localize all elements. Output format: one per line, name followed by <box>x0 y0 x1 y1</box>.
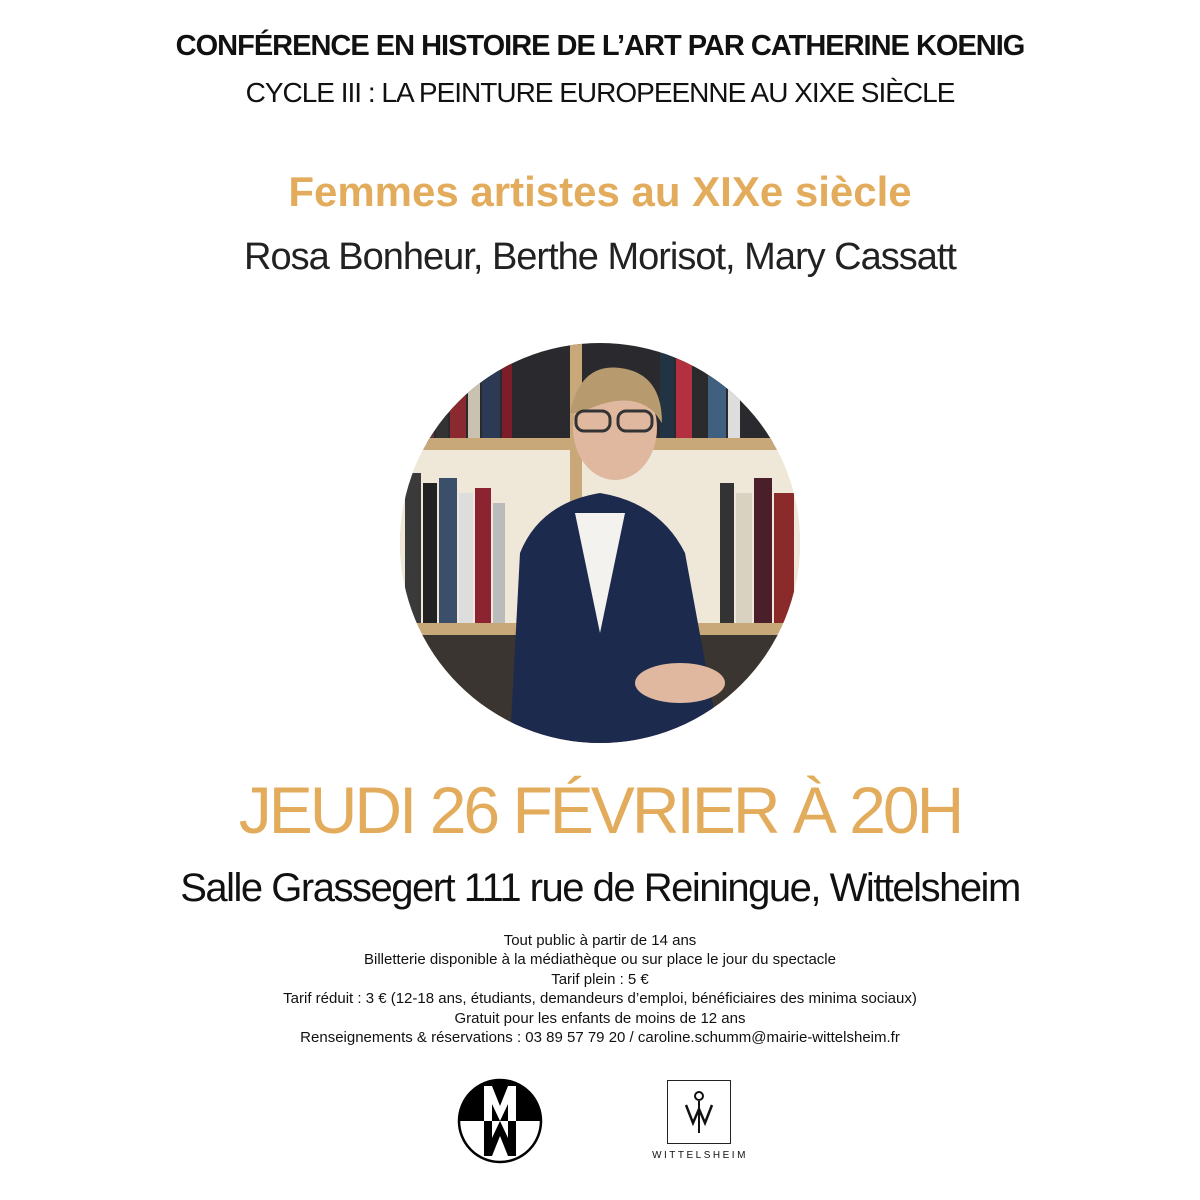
speaker-photo <box>400 343 800 743</box>
mw-logo <box>457 1078 543 1164</box>
wittelsheim-logo-label: WITTELSHEIM <box>652 1150 748 1161</box>
event-date: JEUDI 26 FÉVRIER À 20H <box>238 773 962 847</box>
info-line: Gratuit pour les enfants de moins de 12 ans <box>454 1009 746 1027</box>
wittelsheim-logo <box>667 1080 731 1144</box>
info-line: Tarif plein : 5 € <box>551 970 649 988</box>
header-line-1: CONFÉRENCE EN HISTOIRE DE L’ART PAR CATHERINE KOENIG <box>175 30 1025 62</box>
info-line: Tout public à partir de 14 ans <box>503 932 697 949</box>
event-title: Femmes artistes au XIXe siècle <box>288 168 912 215</box>
info-line: Billetterie disponible à la médiathèque ou sur place le jour du spectacle <box>364 951 836 969</box>
info-block <box>0 931 1200 1047</box>
info-line: Renseignements & réservations : 03 89 57 79 20 / caroline.schumm@mairie-wittelsheim.fr <box>300 1028 900 1046</box>
event-subtitle: Rosa Bonheur, Berthe Morisot, Mary Cassatt <box>244 236 956 278</box>
event-place: Salle Grassegert 111 rue de Reiningue, Wittelsheim <box>180 866 1020 910</box>
header-line-2: CYCLE III : LA PEINTURE EUROPEENNE AU XIXE SIÈCLE <box>245 77 955 108</box>
info-line: Tarif réduit : 3 € (12-18 ans, étudiants, demandeurs d’emploi, bénéficiaires des minima sociaux) <box>283 990 917 1008</box>
